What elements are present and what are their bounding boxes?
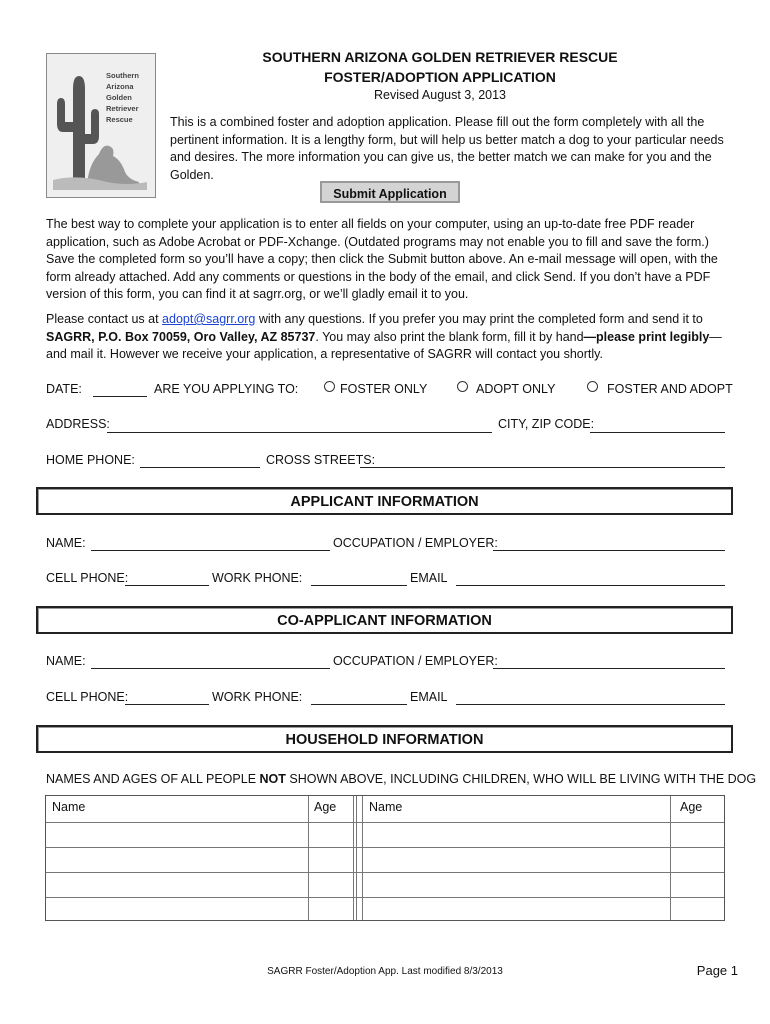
applicant-occupation-label: OCCUPATION / EMPLOYER:: [333, 536, 498, 550]
table-row[interactable]: [46, 897, 724, 898]
table-row[interactable]: [46, 822, 724, 823]
email-link[interactable]: adopt@sagrr.org: [162, 312, 256, 326]
coapplicant-work-label: WORK PHONE:: [212, 690, 303, 704]
household-section-heading: HOUSEHOLD INFORMATION: [36, 725, 733, 753]
applicant-cell-label: CELL PHONE:: [46, 571, 129, 585]
foster-and-adopt-label: FOSTER AND ADOPT: [607, 382, 733, 396]
coapplicant-name-label: NAME:: [46, 654, 86, 668]
address-field[interactable]: [107, 432, 492, 433]
foster-and-adopt-radio[interactable]: [587, 381, 598, 392]
applicant-section-heading: APPLICANT INFORMATION: [36, 487, 733, 515]
org-name: SOUTHERN ARIZONA GOLDEN RETRIEVER RESCUE: [262, 49, 618, 65]
logo-text: Southern Arizona Golden Retriever Rescue: [106, 71, 139, 124]
applicant-name-label: NAME:: [46, 536, 86, 550]
address-label: ADDRESS:: [46, 417, 110, 431]
coapplicant-email-field[interactable]: [456, 704, 725, 705]
adopt-only-label: ADOPT ONLY: [476, 382, 556, 396]
coapplicant-cell-field[interactable]: [125, 704, 209, 705]
table-divider: [362, 796, 363, 920]
foster-only-radio[interactable]: [324, 381, 335, 392]
footer-text: SAGRR Foster/Adoption App. Last modified 8/3/2013: [267, 966, 503, 977]
intro-text: This is a combined foster and adoption application. Please fill out the form completely with all the pertinent information. It is a lengthy form, but will help us better match a dog to your particular needs and desires. The more information you can give us, the better match we can make for you and the Golden.: [170, 115, 724, 182]
household-prompt: NAMES AND AGES OF ALL PEOPLE NOT SHOWN ABOVE, INCLUDING CHILDREN, WHO WILL BE LIVING WITH THE DOG: [46, 772, 757, 786]
coapplicant-email-label: EMAIL: [410, 690, 448, 704]
cross-streets-field[interactable]: [360, 467, 725, 468]
coapplicant-name-field[interactable]: [91, 668, 330, 669]
table-row[interactable]: [46, 847, 724, 848]
instructions-paragraph: The best way to complete your application is to enter all fields on your computer, using an up-to-date free PDF reader application, such as Adobe Acrobat or PDF-Xchange. (Outdated programs may not enable you to fill and save the form.) Save the completed form so you’ll have a copy; then click the Submit button above. An e-mail message will open, with the form already attached. Add any comments or questions in the body of the email, and click Send. If you don’t have a PDF version of this form, you can find it at sagrr.org, or we’ll gladly email it to you.: [46, 217, 718, 301]
revised-date: Revised August 3, 2013: [373, 88, 507, 102]
city-zip-field[interactable]: [590, 432, 725, 433]
submit-application-button[interactable]: Submit Application: [320, 181, 460, 203]
table-row[interactable]: [46, 872, 724, 873]
adopt-only-radio[interactable]: [457, 381, 468, 392]
city-zip-label: CITY, ZIP CODE:: [498, 417, 595, 431]
coapplicant-occupation-label: OCCUPATION / EMPLOYER:: [333, 654, 498, 668]
date-field[interactable]: [93, 396, 147, 397]
coapplicant-occupation-field[interactable]: [493, 668, 725, 669]
home-phone-label: HOME PHONE:: [46, 453, 135, 467]
applicant-email-field[interactable]: [456, 585, 725, 586]
form-title: FOSTER/ADOPTION APPLICATION: [324, 69, 556, 85]
applicant-name-field[interactable]: [91, 550, 330, 551]
col-header-age: Age: [680, 800, 703, 814]
col-header-name: Name: [369, 800, 403, 814]
date-label: DATE:: [46, 382, 82, 396]
applicant-work-label: WORK PHONE:: [212, 571, 303, 585]
coapplicant-cell-label: CELL PHONE:: [46, 690, 129, 704]
col-header-name: Name: [52, 800, 86, 814]
col-header-age: Age: [314, 800, 337, 814]
sagrr-logo: [46, 53, 156, 198]
coapplicant-work-field[interactable]: [311, 704, 407, 705]
contact-paragraph: Please contact us at adopt@sagrr.org with any questions. If you prefer you may print the completed form and send it to SAGRR, P.O. Box 70059, Oro Valley, AZ 85737. You may also print the blank form, fill it by hand—please print legibly—and mail it. However we receive your application, a representative of SAGRR will contact you shortly.: [46, 312, 722, 361]
household-members-table: [45, 795, 725, 921]
applicant-cell-field[interactable]: [125, 585, 209, 586]
table-divider: [670, 796, 671, 920]
applicant-email-label: EMAIL: [410, 571, 448, 585]
applicant-work-field[interactable]: [311, 585, 407, 586]
foster-only-label: FOSTER ONLY: [340, 382, 428, 396]
home-phone-field[interactable]: [140, 467, 260, 468]
table-divider: [353, 796, 354, 920]
table-divider: [356, 796, 357, 920]
applicant-occupation-field[interactable]: [493, 550, 725, 551]
coapplicant-section-heading: CO-APPLICANT INFORMATION: [36, 606, 733, 634]
applying-label: ARE YOU APPLYING TO:: [154, 382, 299, 396]
cross-streets-label: CROSS STREETS:: [266, 453, 376, 467]
table-divider: [308, 796, 309, 920]
page-number: Page 1: [696, 963, 738, 978]
